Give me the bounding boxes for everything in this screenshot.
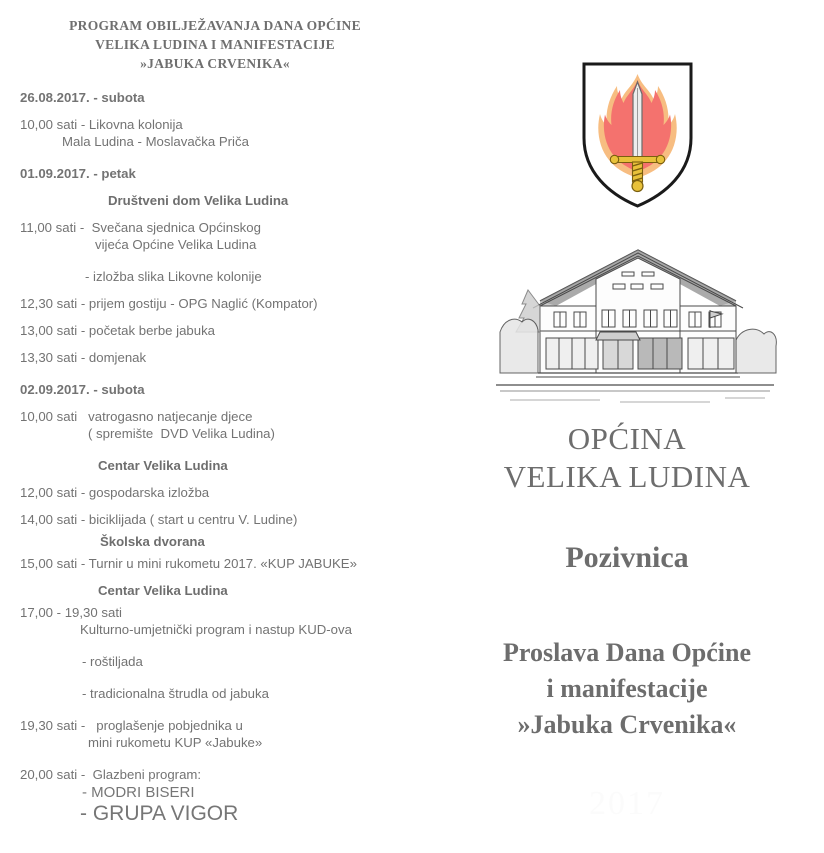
- program-entry-e-domjenak: 13,30 sati - domjenak: [20, 350, 147, 365]
- program-entry-e-proglasenje: 19,30 sati - proglašenje pobjednika u: [20, 718, 243, 733]
- program-entry-e-prijem: 12,30 sati - prijem gostiju - OPG Naglić (Kompator): [20, 296, 318, 311]
- coat-of-arms-icon: [580, 60, 695, 210]
- celebration-subtitle-line2: i manifestacije: [546, 674, 708, 703]
- program-entry-e-proglasenje-2: mini rukometu KUP «Jabuke»: [88, 735, 263, 750]
- municipality-title: [430, 420, 824, 496]
- program-entry-e-sjednica: 11,00 sati - Svečana sjednica Općinskog: [20, 220, 261, 235]
- program-entry-e-kud-2: Kulturno-umjetnički program i nastup KUD-ova: [80, 622, 352, 637]
- program-entry-list: [0, 90, 430, 824]
- municipality-title-line1: OPĆINA: [567, 421, 687, 456]
- program-entry-date-0209: 02.09.2017. - subota: [20, 382, 145, 397]
- program-entry-date-2608: 26.08.2017. - subota: [20, 90, 145, 105]
- program-entry-e-biciklijada: 14,00 sati - biciklijada ( start u centru V. Ludine): [20, 512, 298, 527]
- program-band-band-vigor: - GRUPA VIGOR: [80, 802, 239, 825]
- celebration-subtitle: [430, 635, 824, 743]
- program-entry-e-rostiljada: - roštiljada: [82, 654, 143, 669]
- program-entry-e-kud: 17,00 - 19,30 sati: [20, 605, 122, 620]
- program-entry-date-0109: 01.09.2017. - petak: [20, 166, 136, 181]
- year-watermark: 2017: [589, 785, 665, 822]
- program-entry-e-likovna-2: Mala Ludina - Moslavačka Priča: [62, 134, 249, 149]
- program-heading: [0, 0, 430, 73]
- invitation-label: Pozivnica: [565, 541, 689, 574]
- program-entry-e-sjednica-2: vijeća Općine Velika Ludina: [95, 237, 257, 252]
- program-entry-e-glazbeni: 20,00 sati - Glazbeni program:: [20, 767, 202, 782]
- program-entry-venue-centar-1: Centar Velika Ludina: [98, 458, 228, 473]
- program-heading-line3: »JABUKA CRVENIKA«: [140, 56, 290, 71]
- program-band-band-modri: - MODRI BISERI: [82, 784, 195, 801]
- program-entry-e-vatrogasno: 10,00 sati vatrogasno natjecanje djece: [20, 409, 253, 424]
- celebration-subtitle-line3: »Jabuka Crvenika«: [517, 710, 737, 739]
- program-entry-venue-skolska: Školska dvorana: [100, 534, 205, 549]
- invitation-column: [430, 0, 824, 853]
- program-heading-line2: VELIKA LUDINA I MANIFESTACIJE: [95, 37, 335, 52]
- program-entry-venue-dom: Društveni dom Velika Ludina: [108, 193, 289, 208]
- program-entry-e-strudla: - tradicionalna štrudla od jabuka: [82, 686, 269, 701]
- program-entry-e-berba: 13,00 sati - početak berbe jabuka: [20, 323, 216, 338]
- program-entry-e-izlozba: - izložba slika Likovne kolonije: [85, 269, 262, 284]
- municipal-building-sketch-icon: [470, 228, 800, 410]
- program-entry-e-vatrogasno-2: ( spremište DVD Velika Ludina): [88, 426, 275, 441]
- program-heading-line1: PROGRAM OBILJEŽAVANJA DANA OPĆINE: [69, 18, 361, 33]
- program-entry-e-gospodarska: 12,00 sati - gospodarska izložba: [20, 485, 210, 500]
- municipality-title-line2: VELIKA LUDINA: [503, 459, 751, 494]
- celebration-subtitle-line1: Proslava Dana Općine: [503, 638, 751, 667]
- program-entry-e-likovna: 10,00 sati - Likovna kolonija: [20, 117, 183, 132]
- program-entry-venue-centar-2: Centar Velika Ludina: [98, 583, 228, 598]
- program-entry-e-turnir: 15,00 sati - Turnir u mini rukometu 2017. «KUP JABUKE»: [20, 556, 357, 571]
